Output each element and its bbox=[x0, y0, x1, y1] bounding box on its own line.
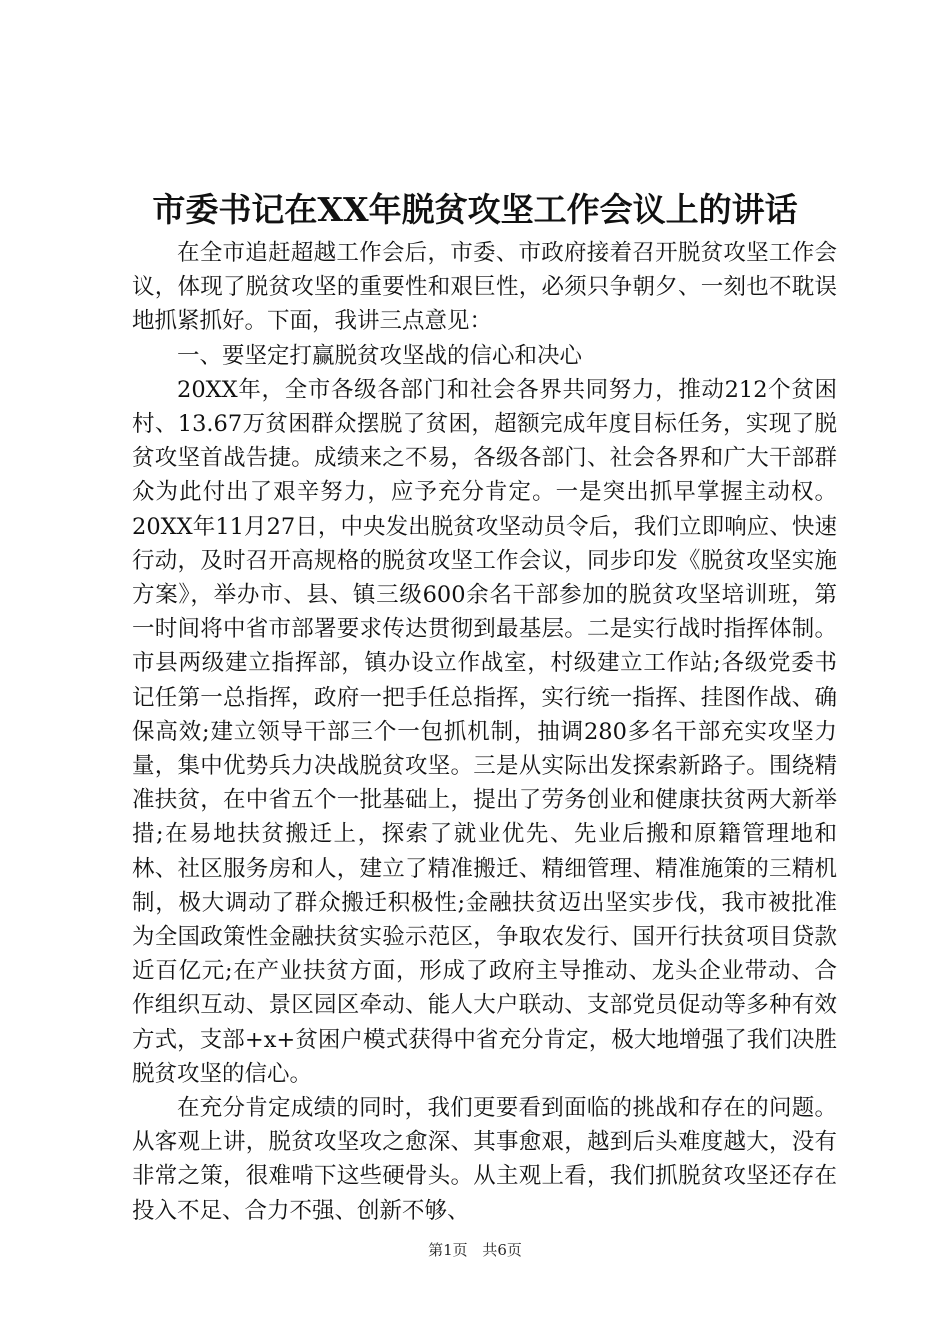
section-heading-1: 一、要坚定打赢脱贫攻坚战的信心和决心 bbox=[177, 342, 583, 369]
paragraph-intro: 在全市追赶超越工作会后，市委、市政府接着召开脱贫攻坚工作会议，体现了脱贫攻坚的重要性和艰巨性，必须只争朝夕、一刻也不耽误地抓紧抓好。下面，我讲三点意见： bbox=[132, 240, 837, 335]
document-title: 市委书记在XX年脱贫攻坚工作会议上的讲话 bbox=[152, 190, 798, 229]
page-number: 第1页 bbox=[428, 1241, 468, 1259]
document-body bbox=[132, 236, 837, 1228]
page-total: 共6页 bbox=[482, 1241, 522, 1259]
paragraph-achievements: 20XX年，全市各级各部门和社会各界共同努力，推动212个贫困村、13.67万贫困群众摆脱了贫困，超额完成年度目标任务，实现了脱贫攻坚首战告捷。成绩来之不易，各级各部门、社会各界和广大干部群众为此付出了艰辛努力，应予充分肯定。一是突出抓早掌握主动权。20XX年11月27日，中央发出脱贫攻坚动员令后，我们立即响应、快速行动，及时召开高规格的脱贫攻坚工作会议，同步印发《脱贫攻坚实施方案》，举办市、县、镇三级600余名干部参加的脱贫攻坚培训班，第一时间将中省市部署要求传达贯彻到最基层。二是实行战时指挥体制。市县两级建立指挥部，镇办设立作战室，村级建立工作站;各级党委书记任第一总指挥，政府一把手任总指挥，实行统一指挥、挂图作战、确保高效;建立领导干部三个一包抓机制，抽调280多名干部充实攻坚力量，集中优势兵力决战脱贫攻坚。三是从实际出发探索新路子。围绕精准扶贫，在中省五个一批基础上，提出了劳务创业和健康扶贫两大新举措;在易地扶贫搬迁上，探索了就业优先、先业后搬和原籍管理地和林、社区服务房和人，建立了精准搬迁、精细管理、精准施策的三精机制，极大调动了群众搬迁积极性;金融扶贫迈出坚实步伐，我市被批准为全国政策性金融扶贫实验示范区，争取农发行、国开行扶贫项目贷款近百亿元;在产业扶贫方面，形成了政府主导推动、龙头企业带动、合作组织互动、景区园区牵动、能人大户联动、支部党员促动等多种有效方式，支部+x+贫困户模式获得中省充分肯定，极大地增强了我们决胜脱贫攻坚的信心。 bbox=[132, 376, 837, 1087]
paragraph-challenges: 在充分肯定成绩的同时，我们更要看到面临的挑战和存在的问题。从客观上讲，脱贫攻坚攻之愈深、其事愈艰，越到后头难度越大，没有非常之策，很难啃下这些硬骨头。从主观上看，我们抓脱贫攻坚还存在投入不足、合力不强、创新不够、 bbox=[132, 1095, 837, 1224]
page-footer bbox=[0, 1240, 950, 1260]
